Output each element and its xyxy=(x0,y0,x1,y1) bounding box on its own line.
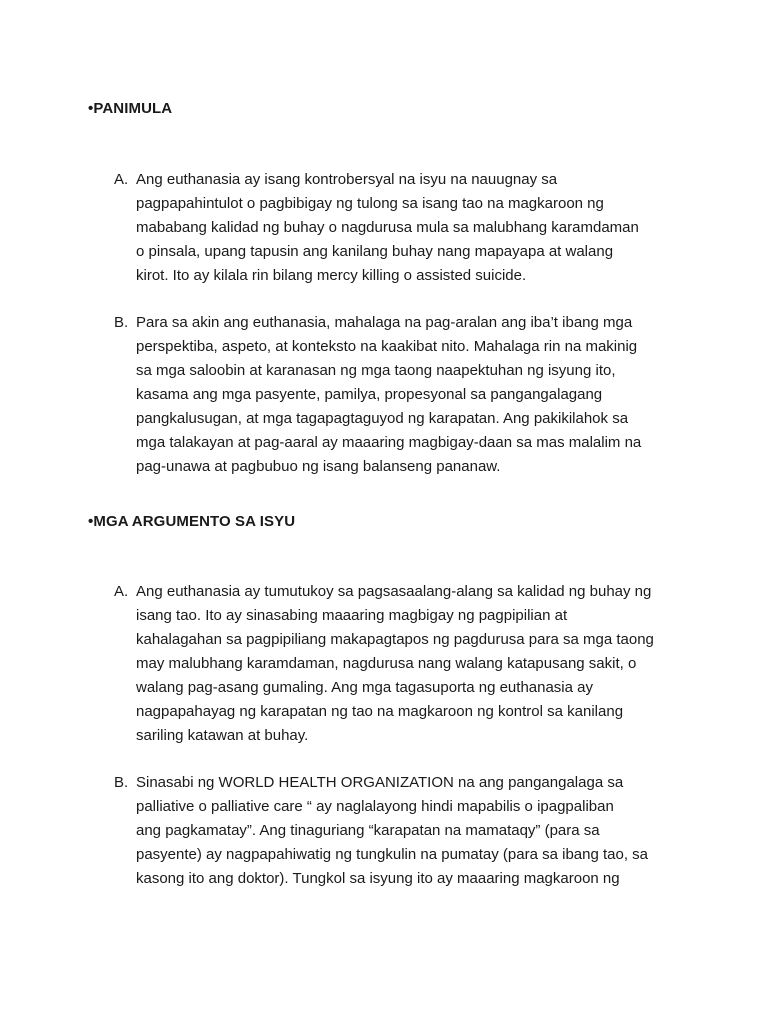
section-heading-mga-argumento xyxy=(88,513,295,530)
list-marker: B. xyxy=(114,774,129,791)
list-item xyxy=(114,580,684,748)
section-heading-panimula xyxy=(88,100,172,117)
paragraph-line: sariling katawan at buhay. xyxy=(136,727,309,744)
paragraph-line: mababang kalidad ng buhay o nagdurusa mula sa malubhang karamdaman xyxy=(136,219,639,236)
section-heading-text: PANIMULA xyxy=(93,100,173,117)
paragraph-line: Para sa akin ang euthanasia, mahalaga na pag-aralan ang iba’t ibang mga xyxy=(136,314,633,331)
paragraph-line: kasama ang mga pasyente, pamilya, propesyonal sa pangangalagang xyxy=(136,386,603,403)
paragraph-line: walang pag-asang gumaling. Ang mga tagasuporta ng euthanasia ay xyxy=(136,679,593,696)
list-marker: A. xyxy=(114,171,129,188)
paragraph-line: Sinasabi ng WORLD HEALTH ORGANIZATION na ang pangangalaga sa xyxy=(136,774,624,791)
list-item xyxy=(114,771,684,891)
paragraph-line: isang tao. Ito ay sinasabing maaaring magbigay ng pagpipilian at xyxy=(136,607,568,624)
paragraph-line: Ang euthanasia ay tumutukoy sa pagsasaalang-alang sa kalidad ng buhay ng xyxy=(136,583,652,600)
paragraph-line: perspektiba, aspeto, at konteksto na kaakibat nito. Mahalaga rin na makinig xyxy=(136,338,638,355)
list-item xyxy=(114,168,684,288)
list-marker: A. xyxy=(114,583,129,600)
paragraph-line: sa mga saloobin at karanasan ng mga taong naapektuhan ng isyung ito, xyxy=(136,362,616,379)
paragraph-line: kasong ito ang doktor). Tungkol sa isyung ito ay maaaring magkaroon ng xyxy=(136,870,620,887)
list-item xyxy=(114,311,684,479)
paragraph-line: kirot. Ito ay kilala rin bilang mercy killing o assisted suicide. xyxy=(136,267,527,284)
bullet-icon: • xyxy=(88,513,94,530)
section-heading-text: MGA ARGUMENTO SA ISYU xyxy=(93,513,296,530)
paragraph-line: ang pagkamatay”. Ang tinaguriang “karapatan na mamataqy” (para sa xyxy=(136,822,600,839)
paragraph-line: pag-unawa at pagbubuo ng isang balanseng pananaw. xyxy=(136,458,501,475)
paragraph-line: may malubhang karamdaman, nagdurusa nang walang katapusang sakit, o xyxy=(136,655,637,672)
paragraph-line: pasyente) ay nagpapahiwatig ng tungkulin na pumatay (para sa ibang tao, sa xyxy=(136,846,649,863)
paragraph-line: Ang euthanasia ay isang kontrobersyal na isyu na nauugnay sa xyxy=(136,171,558,188)
list-marker: B. xyxy=(114,314,129,331)
bullet-icon: • xyxy=(88,100,94,117)
paragraph-line: kahalagahan sa pagpipiliang makapagtapos ng pagdurusa para sa mga taong xyxy=(136,631,654,648)
paragraph-line: pagpapahintulot o pagbibigay ng tulong sa isang tao na magkaroon ng xyxy=(136,195,604,212)
paragraph-line: mga talakayan at pag-aaral ay maaaring magbigay-daan sa mas malalim na xyxy=(136,434,642,451)
paragraph-line: palliative o palliative care “ ay naglalayong hindi mapabilis o ipagpaliban xyxy=(136,798,614,815)
paragraph-line: o pinsala, upang tapusin ang kanilang buhay nang mapayapa at walang xyxy=(136,243,614,260)
paragraph-line: nagpapahayag ng karapatan ng tao na magkaroon ng kontrol sa kanilang xyxy=(136,703,624,720)
paragraph-line: pangkalusugan, at mga tagapagtaguyod ng karapatan. Ang pakikilahok sa xyxy=(136,410,629,427)
